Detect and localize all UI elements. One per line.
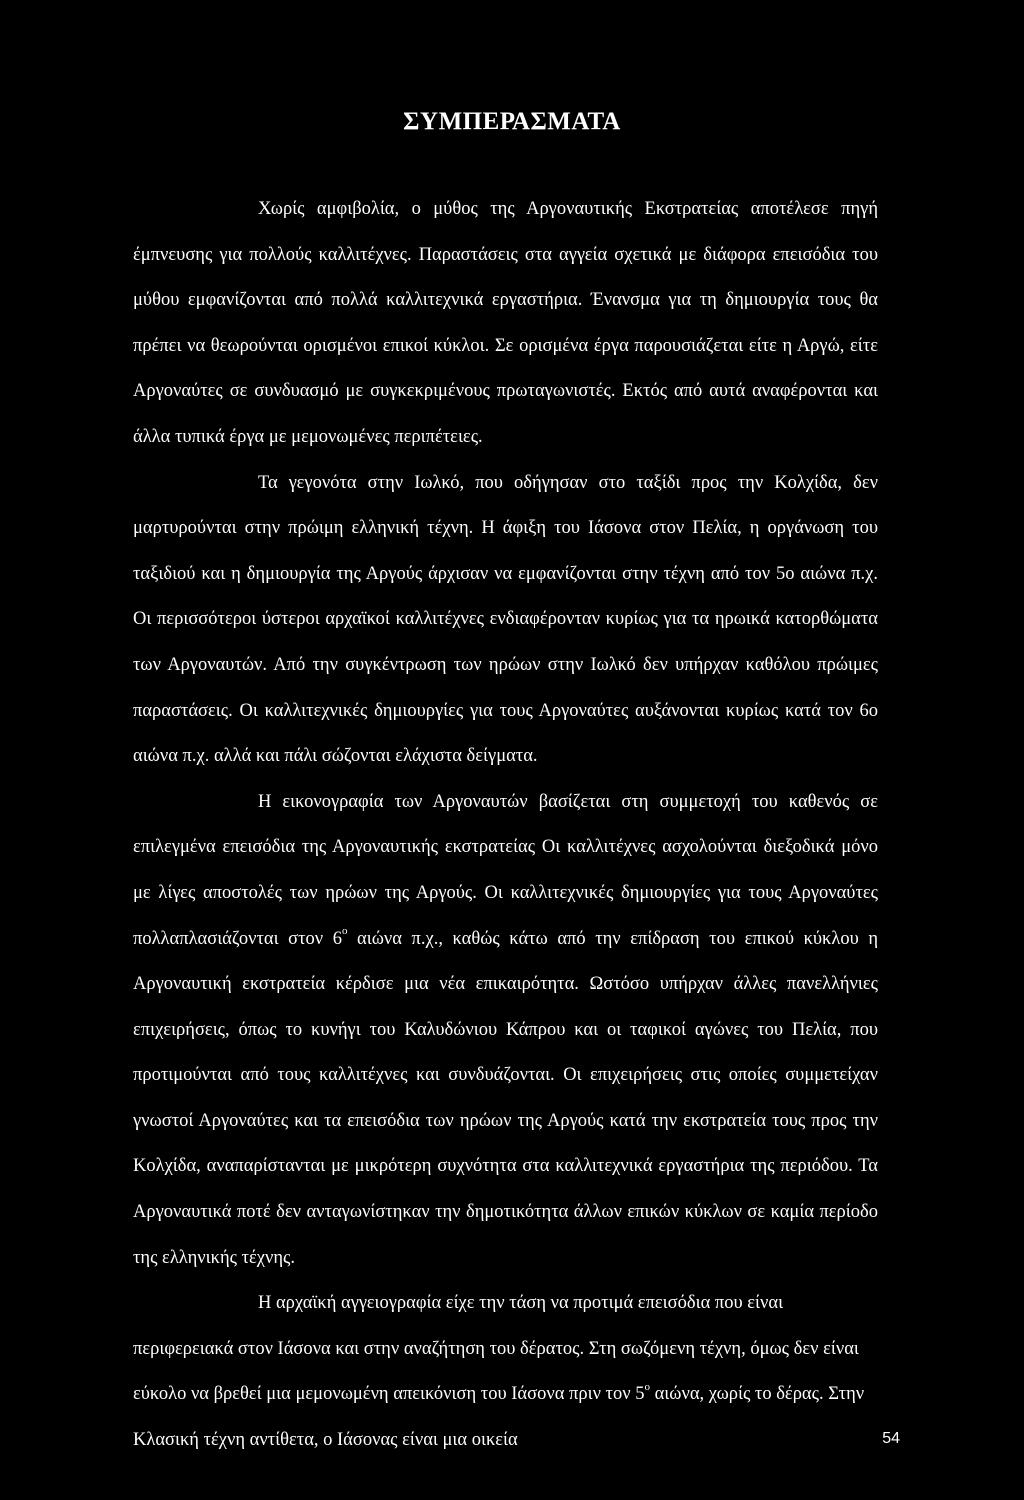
paragraph-3-text-a: Η εικονογραφία των Αργοναυτών βασίζεται στη συμμετοχή του καθενός σε επιλεγμένα επεισόδια της Αργοναυτικής εκστρατείας Οι καλλιτέχνες ασχολούνται διεξοδικά μόνο με λίγες αποστολές των ηρώων της Αργούς. Οι καλλιτεχνικές δημιουργίες για τους Αργοναύτες πολλαπλασιάζονται στον 6 (133, 791, 878, 949)
paragraph-3-superscript: ο (341, 925, 348, 938)
paragraph-3 (133, 780, 878, 1282)
paragraph-1-text: Χωρίς αμφιβολία, ο μύθος της Αργοναυτικής Εκστρατείας αποτέλεσε πηγή έμπνευσης για πολλούς καλλιτέχνες. Παραστάσεις στα αγγεία σχετικά με διάφορα επεισόδια του μύθου εμφανίζονται από πολλά καλλιτεχνικά εργαστήρια. Ένανσμα για τη δημιουργία τους θα πρέπει να θεωρούνται ορισμένοι επικοί κύκλοι. Σε ορισμένα έργα παρουσιάζεται είτε η Αργώ, είτε Αργοναύτες σε συνδυασμό με συγκεκριμένους πρωταγωνιστές. Εκτός από αυτά αναφέρονται και άλλα τυπικά έργα με μεμονωμένες περιπέτειες. (133, 199, 878, 447)
paragraph-4-superscript: ο (644, 1381, 650, 1394)
paragraph-4 (133, 1281, 878, 1463)
page-number: 54 (882, 1430, 900, 1447)
page-title: ΣΥΜΠΕΡΑΣΜΑΤΑ (403, 108, 621, 135)
paragraph-3-text-b: αιώνα π.χ., καθώς κάτω από την επίδραση του επικού κύκλου η Αργοναυτική εκστρατεία κέρδισε μια νέα επικαιρότητα. Ωστόσο υπήρχαν άλλες πανελλήνιες επιχειρήσεις, όπως το κυνήγι του Καλυδώνιου Κάπρου και οι ταφικοί αγώνες του Πελία, που προτιμούνται από τους καλλιτέχνες και συνδυάζονται. Οι επιχειρήσεις στις οποίες συμμετείχαν γνωστοί Αργοναύτες και τα επεισόδια των ηρώων της Αργούς κατά την εκστρατεία τους προς την Κολχίδα, αναπαρίστανται με μικρότερη συχνότητα στα καλλιτεχνικά εργαστήρια της περιόδου. Τα Αργοναυτικά ποτέ δεν ανταγωνίστηκαν την δημοτικότητα άλλων επικών κύκλων σε καμία περίοδο της ελληνικής τέχνης. (133, 928, 878, 1268)
body-text (133, 187, 878, 1464)
paragraph-2 (133, 461, 878, 780)
paragraph-4-text-a: Η αρχαϊκή αγγειογραφία είχε την τάση να προτιμά επεισόδια που είναι περιφερειακά στον Ιάσονα και στην αναζήτηση του δέρατος. Στη σωζόμενη τέχνη, όμως δεν είναι εύκολο να βρεθεί μια μεμονωμένη απεικόνιση του Ιάσονα πριν τον 5 (133, 1293, 859, 1405)
paragraph-4-text-b: αιώνα, χωρίς το δέρας. Στην Κλασική τέχνη αντίθετα, ο Ιάσονας είναι μια οικεία (133, 1384, 865, 1451)
paragraph-2-text: Τα γεγονότα στην Ιωλκό, που οδήγησαν στο ταξίδι προς την Κολχίδα, δεν μαρτυρούνται στην πρώιμη ελληνική τέχνη. Η άφιξη του Ιάσονα στον Πελία, η οργάνωση του ταξιδιού και η δημιουργία της Αργούς άρχισαν να εμφανίζονται στην τέχνη από τον 5ο αιώνα π.χ. Οι περισσότεροι ύστεροι αρχαϊκοί καλλιτέχνες ενδιαφέρονταν κυρίως για τα ηρωικά κατορθώματα των Αργοναυτών. Από την συγκέντρωση των ηρώων στην Ιωλκό δεν υπήρχαν καθόλου πρώιμες παραστάσεις. Οι καλλιτεχνικές δημιουργίες για τους Αργοναύτες αυξάνονται κυρίως κατά τον 6ο αιώνα π.χ. αλλά και πάλι σώζονται ελάχιστα δείγματα. (133, 472, 878, 767)
paragraph-1 (133, 187, 878, 461)
